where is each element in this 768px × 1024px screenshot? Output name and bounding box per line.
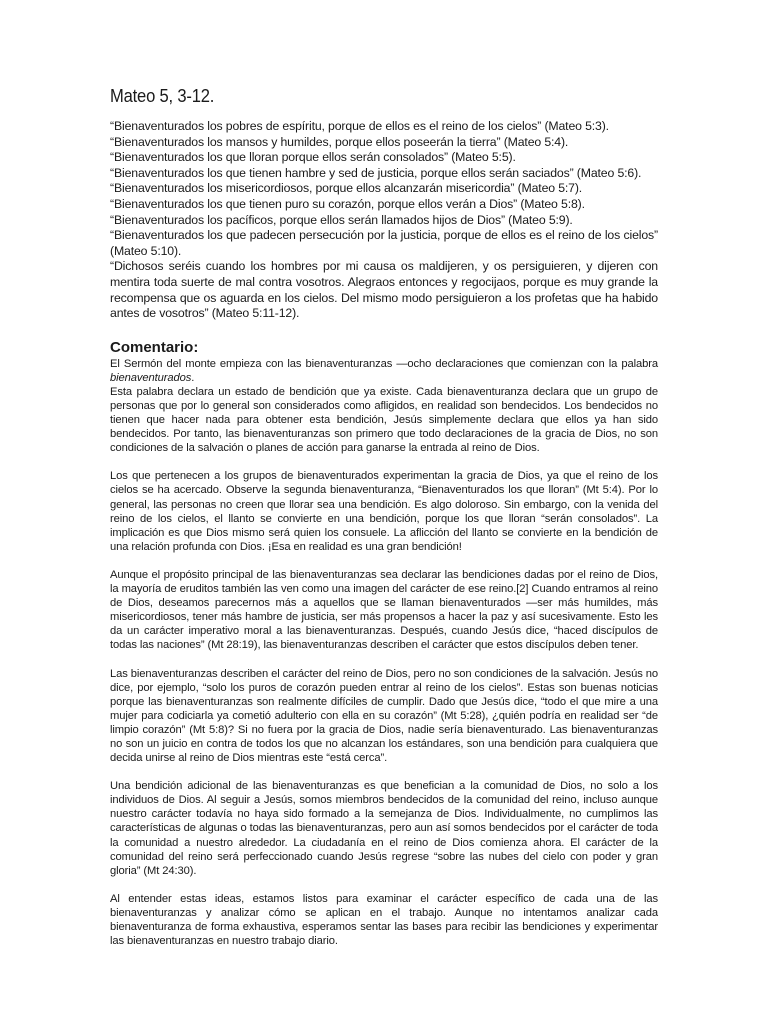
verse-line: “Bienaventurados los misericordiosos, porque ellos alcanzarán misericordia” (Mateo 5:7).: [110, 181, 583, 196]
comment-paragraph: Aunque el propósito principal de las bienaventuranzas sea declarar las bendiciones dadas por el reino de Dios, la mayoría de eruditos también las ven como una imagen del carácter de ese reino.[2] Cuando entramos al reino de Dios, deseamos parecernos más a aquellos que se llaman bienaventurados —ser más humildes, más misericordiosos, tener más hambre de justicia, ser más propensos a hacer la paz y así sucesivamente. Esto les da un carácter imperativo moral a las bienaventuranzas. Después, cuando Jesús dice, “haced discípulos de todas las naciones” (Mt 28:19), las bienaventuranzas describen el carácter que estos discípulos deben tener.: [110, 568, 658, 652]
comment-body: [110, 357, 658, 948]
verse-line: “Bienaventurados los pobres de espíritu, porque de ellos es el reino de los cielos” (Mateo 5:3).: [110, 119, 609, 133]
verse-line: “Dichosos seréis cuando los hombres por mi causa os maldijeren, y os persiguieren, y dijeren con mentira toda suerte de mal contra vosotros. Alegraos entonces y regocijaos, porque es muy grande la recompensa que os aguarda en los cielos. Del mismo modo persiguieron a los profetas que ha habido antes de vosotros” (Mateo 5:11-12).: [110, 259, 658, 321]
intro-italic-word: bienaventurados: [110, 371, 192, 384]
verse-line: “Bienaventurados los pacíficos, porque ellos serán llamados hijos de Dios” (Mateo 5:9).: [110, 212, 573, 227]
intro-end: .: [191, 371, 195, 384]
beatitudes-verses: [110, 119, 658, 322]
verse-line: “Bienaventurados los que padecen persecución por la justicia, porque de ellos es el reino de los cielos” (Mateo 5:10).: [110, 228, 658, 258]
verse-line: “Bienaventurados los que tienen hambre y sed de justicia, porque ellos serán saciados” (Mateo 5:6).: [110, 165, 642, 180]
document-title: Mateo 5, 3-12.: [110, 86, 215, 106]
comment-paragraph: Una bendición adicional de las bienaventuranzas es que benefician a la comunidad de Dios, no solo a los individuos de Dios. Al seguir a Jesús, somos miembros bendecidos de la comunidad del reino, incluso aunque nuestro carácter todavía no haya sido formado a la semejanza de Dios. Individualmente, no cumplimos las características de algunas o todas las bienaventuranzas, pero aun así somos bendecidos por el carácter de toda la comunidad a nuestro alrededor. La ciudadanía en el reino de Dios comienza ahora. El carácter de la comunidad del reino será perfeccionado cuando Jesús regrese “sobre las nubes del cielo con poder y gran gloria” (Mt 24:30).: [110, 780, 658, 877]
comment-paragraph: Al entender estas ideas, estamos listos para examinar el carácter específico de cada una de las bienaventuranzas y analizar cómo se aplican en el trabajo. Aunque no intentamos analizar cada bienaventuranza de forma exhaustiva, esperamos sentar las bases para recibir las bendiciones y experimentar las bienaventuranzas en nuestro trabajo diario.: [110, 892, 658, 948]
comment-intro: [110, 357, 658, 385]
comment-paragraph: Esta palabra declara un estado de bendición que ya existe. Cada bienaventuranza declara que un grupo de personas que por lo general son considerados como afligidos, en realidad son bendecidos. Los bendecidos no tienen que hacer nada para obtener esta bendición, Jesús simplemente declara que ellos ya han sido bendecidos. Por tanto, las bienaventuranzas son primero que todo declaraciones de la gracia de Dios, no son condiciones de la salvación o planes de acción para ganarse la entrada al reino de Dios.: [110, 385, 658, 455]
verse-line: “Bienaventurados los que lloran porque ellos serán consolados” (Mateo 5:5).: [110, 150, 516, 165]
verse-line: “Bienaventurados los mansos y humildes, porque ellos poseerán la tierra” (Mateo 5:4).: [110, 134, 569, 149]
comment-heading: Comentario:: [110, 338, 199, 356]
comment-paragraph: Las bienaventuranzas describen el carácter del reino de Dios, pero no son condiciones de la salvación. Jesús no dice, por ejemplo, “solo los puros de corazón pueden entrar al reino de los cielos”. Estas son buenas noticias porque las bienaventuranzas son realmente difíciles de cumplir. Dado que Jesús dice, “todo el que mire a una mujer para codiciarla ya cometió adulterio con ella en su corazón” (Mt 5:28), ¿quién podría en realidad ser “de limpio corazón” (Mt 5:8)? Si no fuera por la gracia de Dios, nadie sería bienaventurado. Las bienaventuranzas no son un juicio en contra de todos los que no alcanzan los estándares, son una bendición para cualquiera que decida unirse al reino de Dios mientras este “está cerca”.: [110, 667, 658, 765]
intro-text: El Sermón del monte empieza con las bienaventuranzas —ocho declaraciones que comienzan con la palabra: [110, 357, 658, 370]
comment-paragraph: Los que pertenecen a los grupos de bienaventurados experimentan la gracia de Dios, ya que el reino de los cielos se ha acercado. Observe la segunda bienaventuranza, “Bienaventurados los que lloran” (Mt 5:4). Por lo general, las personas no creen que llorar sea una bendición. Es algo doloroso. Sin embargo, con la venida del reino de los cielos, el llanto se convierte en una bendición, porque los que lloran “serán consolados”. La implicación es que Dios mismo será quien los consuele. La aflicción del llanto se convierte en la bendición de una relación profunda con Dios. ¡Esa en realidad es una gran bendición!: [110, 470, 658, 553]
verse-line: “Bienaventurados los que tienen puro su corazón, porque ellos verán a Dios” (Mateo 5:8).: [110, 196, 585, 211]
